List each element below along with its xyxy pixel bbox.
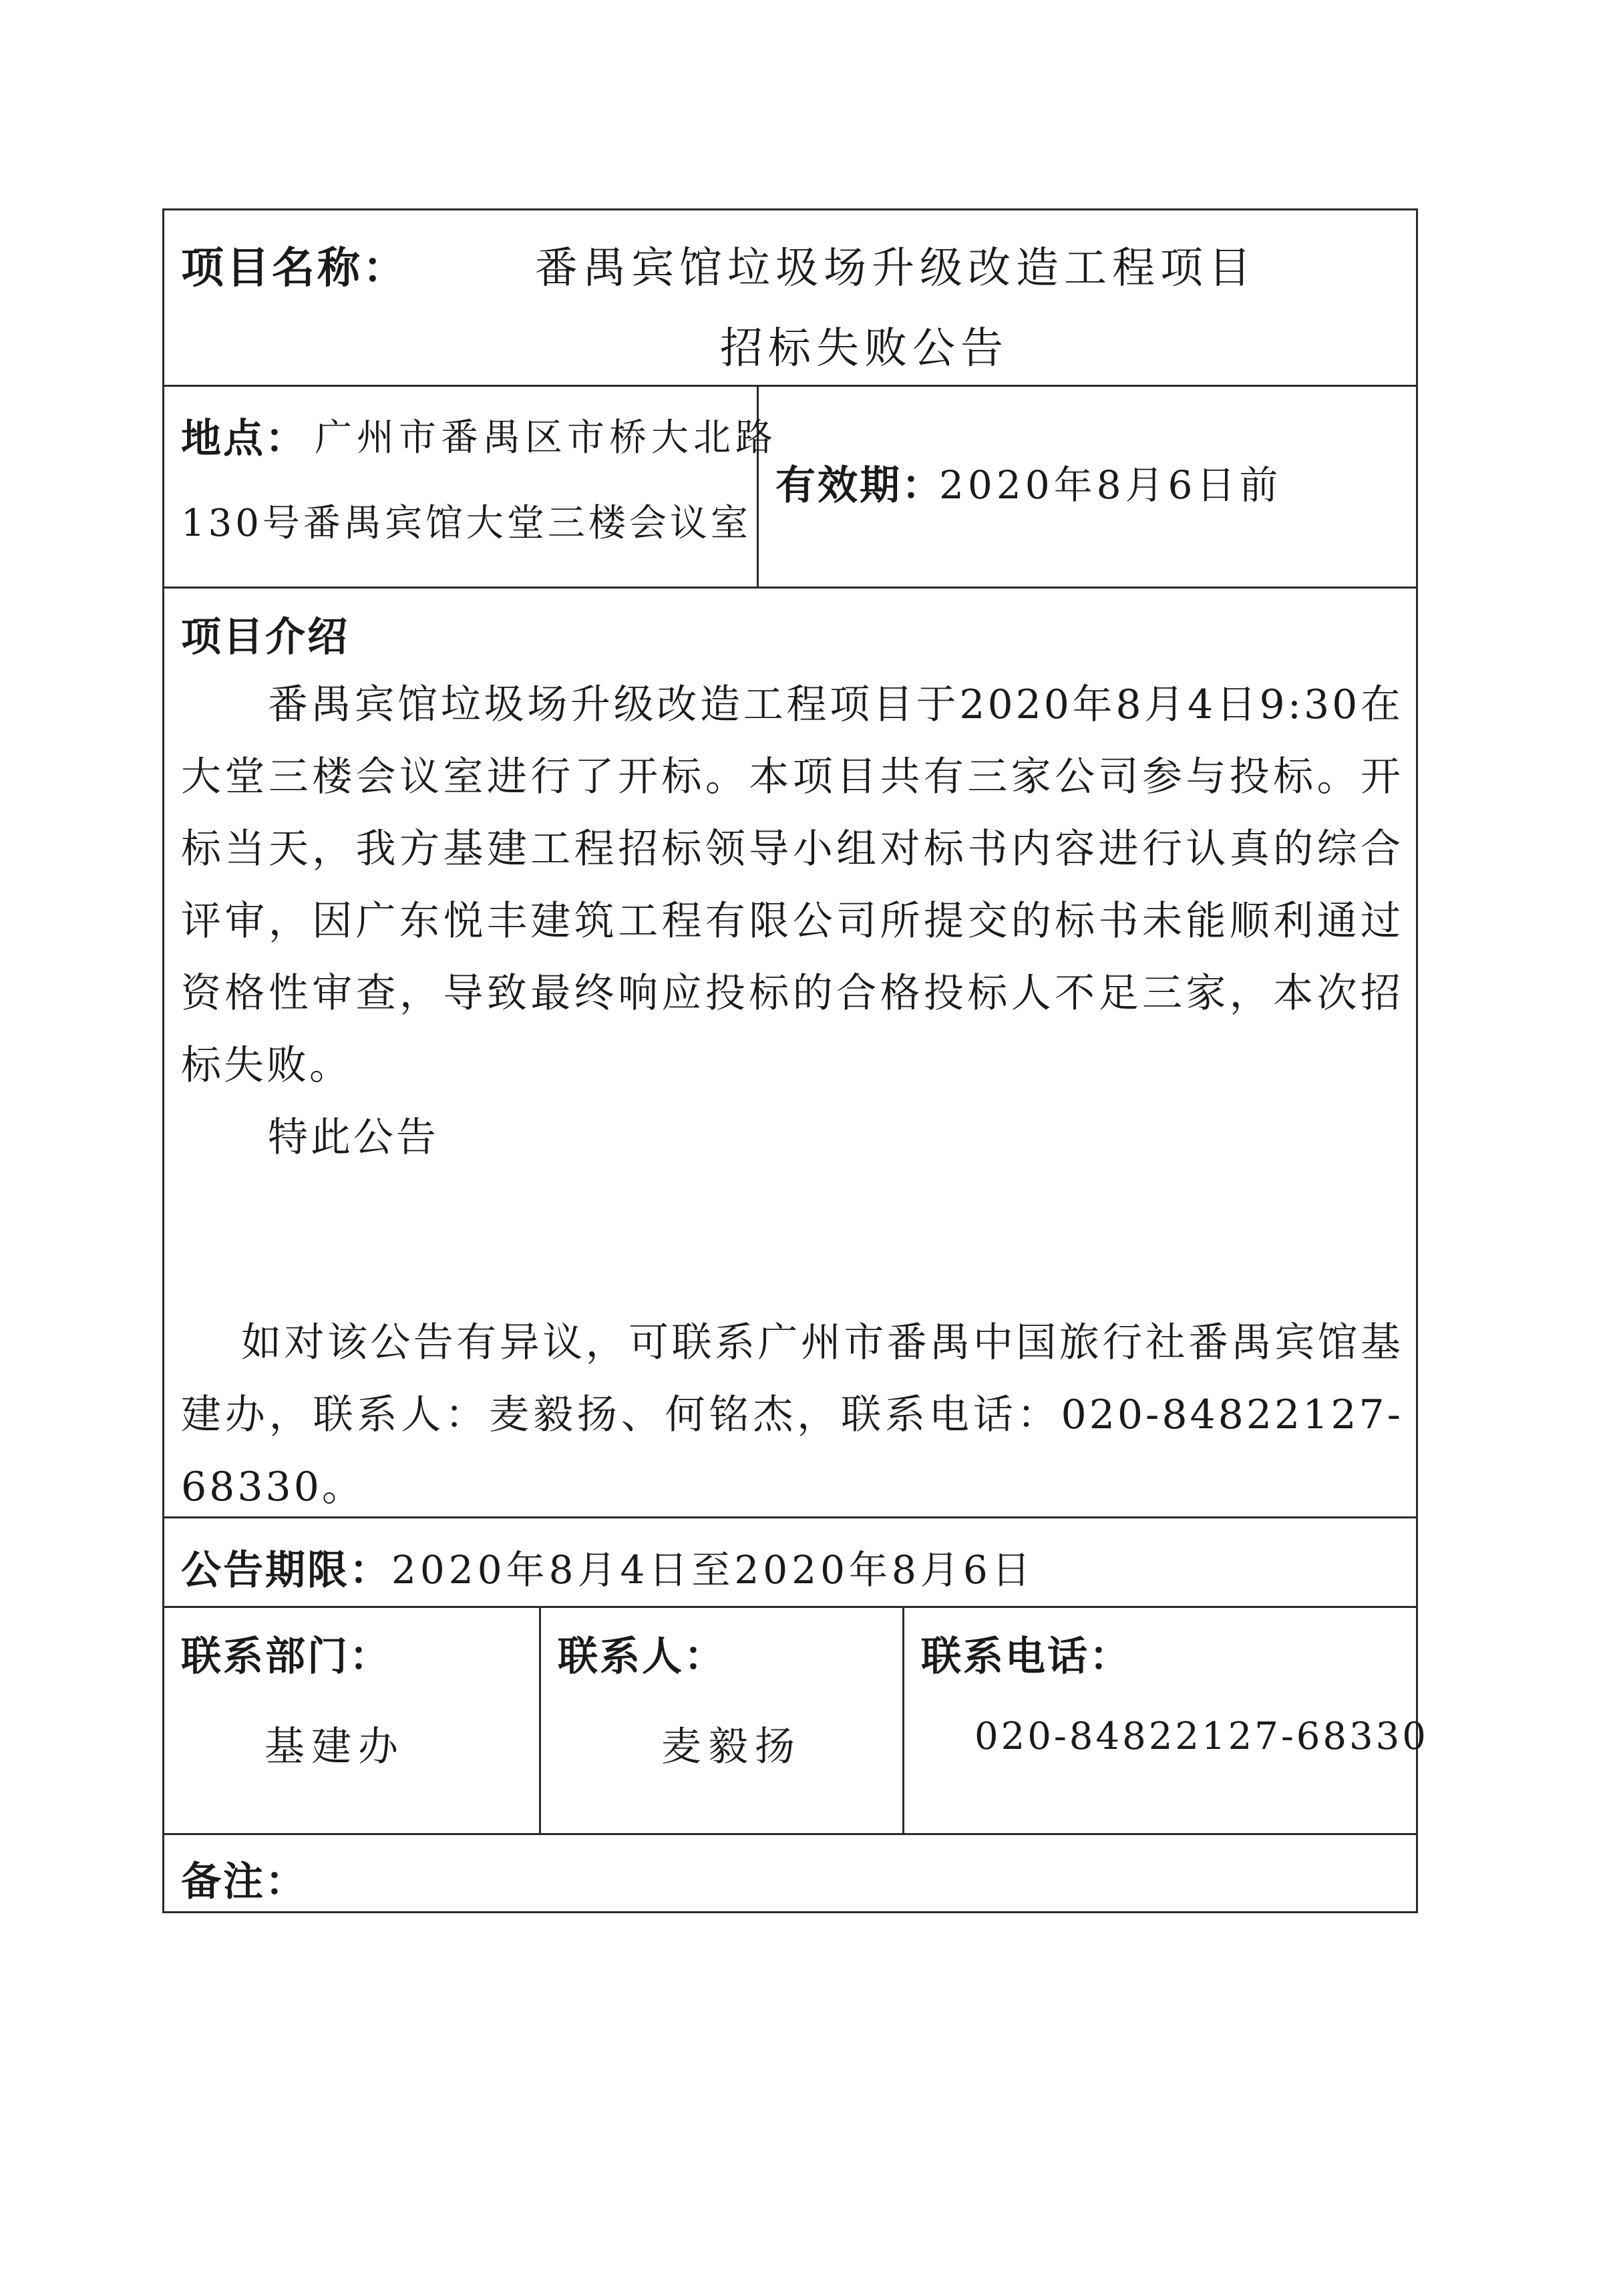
project-row bbox=[164, 210, 1416, 387]
person-cell bbox=[541, 1608, 904, 1833]
period-row bbox=[164, 1518, 1416, 1608]
dept-label: 联系部门： bbox=[181, 1633, 391, 1680]
dept-value: 基建办 bbox=[264, 1724, 405, 1770]
announcement-table bbox=[162, 208, 1429, 1913]
dept-cell bbox=[164, 1608, 541, 1833]
phone-cell bbox=[904, 1608, 1429, 1833]
location-label: 地点： bbox=[181, 416, 307, 462]
phone-label: 联系电话： bbox=[921, 1633, 1131, 1680]
location-cell bbox=[164, 387, 777, 587]
announcement-title: 招标失败公告 bbox=[720, 324, 1009, 373]
period-label: 公告期限： bbox=[181, 1547, 391, 1594]
remarks-row bbox=[164, 1835, 1416, 1911]
intro-body: 番禺宾馆垃圾场升级改造工程项目于2020年8月4日9:30在大堂三楼会议室进行了开标。本项目共有三家公司参与投标。开标当天，我方基建工程招标领导小组对标书内容进行认真的综合评审，因广东悦丰建筑工程有限公司所提交的标书未能顺利通过资格性审查，导致最终响应投标的合格投标人不足三家，本次招标失败。 bbox=[181, 681, 1403, 1089]
validity-value: 2020年8月6日前 bbox=[939, 462, 1282, 508]
phone-value: 020-84822127-68330 bbox=[974, 1715, 1429, 1758]
contact-note-block bbox=[181, 1307, 1403, 1523]
location-line1: 广州市番禺区市桥大北路 bbox=[315, 416, 777, 460]
contact-row bbox=[164, 1608, 1429, 1835]
period-value: 2020年8月4日至2020年8月6日 bbox=[391, 1547, 1035, 1593]
remarks-label: 备注： bbox=[181, 1858, 307, 1905]
closing-text: 特此公告 bbox=[268, 1114, 439, 1161]
person-value: 麦毅扬 bbox=[661, 1724, 801, 1770]
validity-label: 有效期： bbox=[775, 462, 944, 509]
validity-cell bbox=[759, 387, 1416, 587]
intro-text bbox=[181, 669, 1403, 1174]
location-line2: 130号番禺宾馆大堂三楼会议室 bbox=[181, 502, 751, 545]
location-validity-row bbox=[164, 387, 1416, 589]
intro-row bbox=[164, 589, 1416, 1518]
project-label: 项目名称： bbox=[181, 244, 408, 293]
person-label: 联系人： bbox=[558, 1633, 726, 1680]
project-title: 番禺宾馆垃圾场升级改造工程项目 bbox=[535, 244, 1256, 293]
contact-note: 如对该公告有异议，可联系广州市番禺中国旅行社番禺宾馆基建办，联系人：麦毅扬、何铭杰，联系电话：020-84822127-68330。 bbox=[181, 1319, 1403, 1510]
intro-heading: 项目介绍 bbox=[181, 614, 349, 661]
